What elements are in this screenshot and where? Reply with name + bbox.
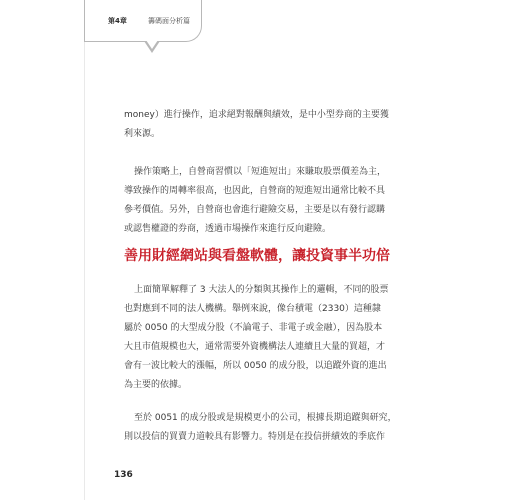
chapter-header-bubble-tail-fill (146, 40, 158, 49)
text-line: money）進行操作，追求絕對報酬與績效，是中小型券商的主要獲 (124, 110, 389, 120)
section-heading: 善用財經網站與看盤軟體，讓投資事半功倍 (124, 248, 390, 264)
paragraph-1 (124, 106, 420, 144)
text-line: 會有一波比較大的漲幅，所以 0050 的成分股，以追蹤外資的進出 (124, 361, 387, 371)
text-line: 大且市值規模也大，通常需要外資機構法人連續且大量的買超，才 (124, 342, 386, 352)
text-line: 利來源。 (124, 129, 161, 139)
text-line: 屬於 0050 的大型成分股（不論電子、非電子或金融），因為股本 (124, 323, 383, 333)
chapter-title: 籌碼面分析篇 (148, 17, 190, 25)
paragraph-3 (124, 281, 420, 395)
text-line: 導致操作的周轉率很高，也因此，自營商的短進短出通常比較不具 (124, 186, 386, 196)
paragraph-2 (124, 163, 420, 239)
text-line: 為主要的依據。 (124, 380, 188, 390)
text-line: 操作策略上，自營商習慣以「短進短出」來賺取股票價差為主， (134, 167, 387, 177)
page-number: 136 (114, 470, 133, 480)
text-line: 至於 0051 的成分股或是規模更小的公司，根據長期追蹤與研究， (134, 413, 397, 423)
page-edge (84, 0, 85, 500)
paragraph-4 (124, 409, 420, 447)
text-line: 參考價值。另外，自營商也會進行避險交易，主要是以有發行認購 (124, 205, 386, 215)
text-line: 則以投信的買賣力道較具有影響力。特別是在投信拼績效的季底作 (124, 432, 386, 442)
text-line: 上面簡單解釋了 3 大法人的分類與其操作上的邏輯，不同的股票 (134, 285, 389, 295)
text-line: 或認售權證的券商，透過市場操作來進行反向避險。 (124, 224, 332, 234)
chapter-number: 第4章 (108, 17, 127, 25)
text-line: 也對應到不同的法人機構。舉例來說，像台積電（2330）這種隸 (124, 304, 381, 314)
